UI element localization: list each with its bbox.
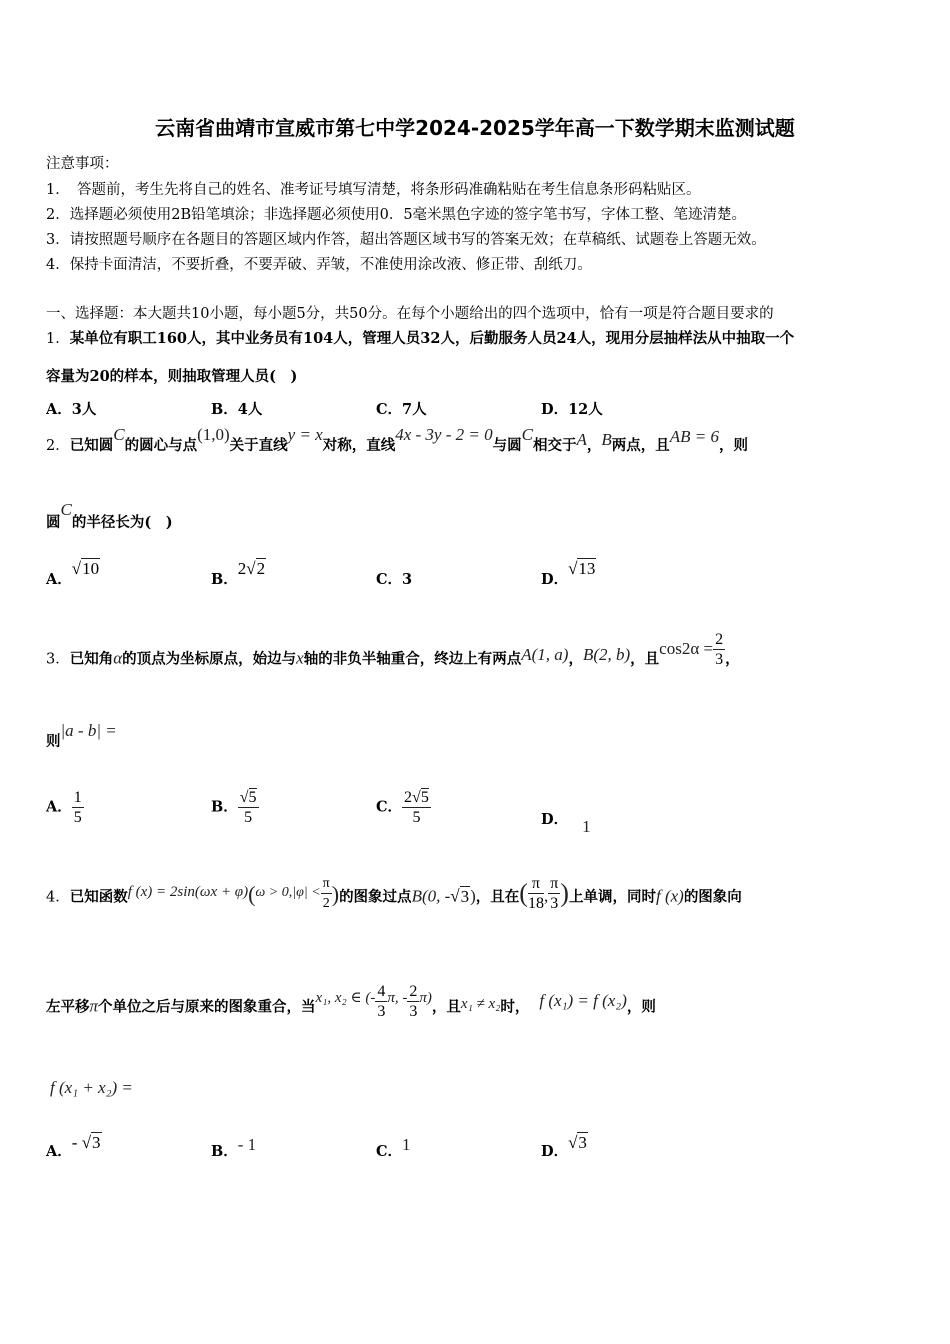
q3-option-a: A． $\frac{1}{5}$ [46,789,82,826]
question-1-line-1: 1．某单位有职工160人，其中业务员有104人，管理人员32人，后勤服务人员24人，现用分层抽样法从中抽取一个 [46,330,795,347]
question-4-line-3: f (x₁ + x₂) = [50,1078,133,1097]
question-3-line-2: 则|a - b| = [46,721,117,750]
q2-option-c: C．3 [376,571,413,588]
notice-item-1: 1． 答题前，考生先将自己的姓名、准考证号填写清楚，将条形码准确粘贴在考生信息条形码粘贴区。 [46,182,701,198]
q1-option-a: A．3人 [46,401,97,418]
q3-option-d: D． 1 [541,811,591,836]
section-heading: 一、选择题：本大题共10小题，每小题5分，共50分。在每个小题给出的四个选项中，恰有一项是符合题目要求的 [46,306,774,322]
question-4-line-1: 4．已知函数f (x) = 2sin(ωx + φ)(ω > 0,|φ| < $\frac{\pi}{2}$ )的图象过点B(0, -√3)，且在( $\frac{\pi}{18}$ , $\frac{\pi}{3}$ )上单调，同时f (x)的图象向 [46,875,742,912]
question-number: 1． [46,331,70,347]
q2-option-d: D．√13 [541,559,596,588]
q3-option-b: B． $\frac{√5}{5}$ [211,789,257,826]
q4-option-a: A．- √3 [46,1133,101,1160]
question-2-line-1: 2．已知圆C的圆心与点(1,0)关于直线y = x对称，直线4x - 3y - 2 = 0与圆C相交于A，B两点，且AB = 6，则 [46,425,748,454]
q1-option-b: B．4人 [211,401,263,418]
q4-option-c: C．1 [376,1135,411,1160]
q1-option-c: C．7人 [376,401,427,418]
q2-option-b: B．2√2 [211,559,266,588]
q2-option-a: A．√10 [46,559,100,588]
notice-item-2: 2．选择题必须使用2B铅笔填涂；非选择题必须使用0．5毫米黑色字迹的签字笔书写，字体工整、笔迹清楚。 [46,207,747,223]
q1-option-d: D．12人 [541,401,603,418]
question-4-line-2: 左平移π个单位之后与原来的图象重合，当x₁, x₂ ∈ (- $\frac{4}{3}$ π, - $\frac{2}{3}$ π)，且x₁ ≠ x₂时， f (x₁) = f (x₂)，则 [46,983,656,1020]
notice-item-4: 4．保持卡面清洁，不要折叠，不要弄破、弄皱，不准使用涂改液、修正带、刮纸刀。 [46,257,592,273]
question-3-line-1: 3．已知角α的顶点为坐标原点，始边与x轴的非负半轴重合，终边上有两点A(1, a)，B(2, b)，且cos2α = $\frac{2}{3}$ ， [46,631,740,668]
page-title: 云南省曲靖市宣威市第七中学2024-2025学年高一下数学期末监测试题 [155,116,795,140]
q3-option-c: C． $\frac{2√5}{5}$ [376,789,429,826]
notice-heading: 注意事项： [46,156,119,172]
q4-option-d: D．√3 [541,1133,587,1160]
q4-option-b: B．- 1 [211,1135,257,1160]
question-1-line-2: 容量为20的样本，则抽取管理人员( ) [46,368,298,385]
notice-item-3: 3．请按照题号顺序在各题目的答题区域内作答，超出答题区域书写的答案无效；在草稿纸、试题卷上答题无效。 [46,232,766,248]
question-2-line-2: 圆C的半径长为( ) [46,500,173,531]
